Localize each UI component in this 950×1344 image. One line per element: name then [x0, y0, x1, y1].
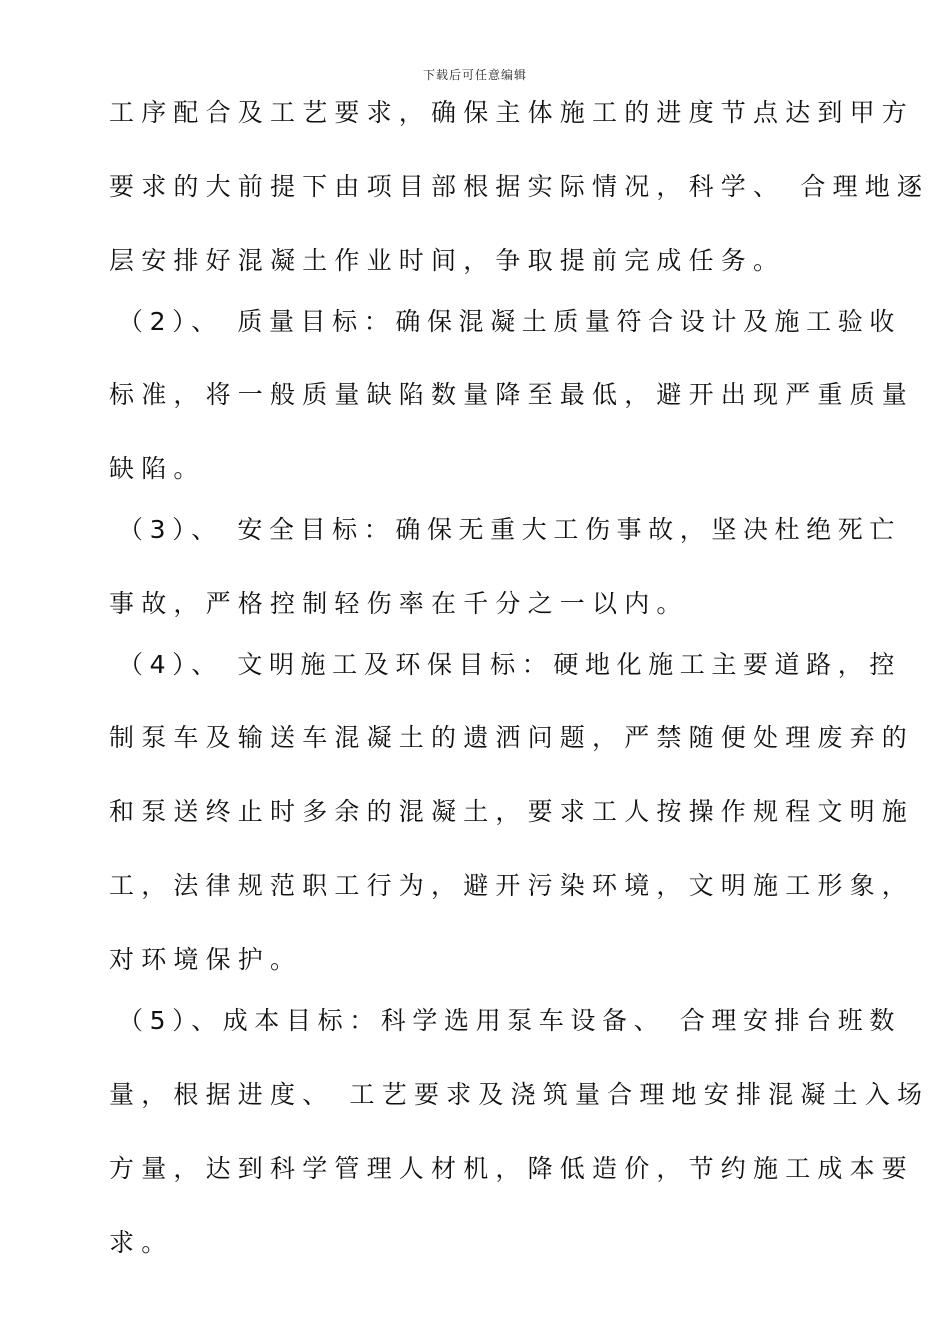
text-line: 缺陷。: [109, 454, 206, 483]
text-line: 工序配合及工艺要求，确保主体施工的进度节点达到甲方: [109, 98, 915, 127]
text-line: 层安排好混凝土作业时间，争取提前完成任务。: [109, 246, 786, 275]
text-line: 制泵车及输送车混凝土的遗洒问题，严禁随便处理废弃的: [109, 723, 915, 752]
text-line: （5）、成本目标：科学选用泵车设备、 合理安排台班数: [118, 1006, 901, 1035]
text-line: 要求的大前提下由项目部根据实际情况，科学、 合理地逐: [109, 172, 930, 201]
page-header: 下载后可任意编辑: [422, 68, 527, 82]
text-line: 事故，严格控制轻伤率在千分之一以内。: [109, 589, 689, 618]
text-line: 求。: [109, 1228, 174, 1257]
text-line: 对环境保护。: [109, 945, 303, 974]
text-line: 工，法律规范职工行为，避开污染环境，文明施工形象，: [109, 871, 915, 900]
text-line: 标准，将一般质量缺陷数量降至最低，避开出现严重质量: [109, 380, 915, 409]
text-line: 量，根据进度、 工艺要求及浇筑量合理地安排混凝土入场: [109, 1080, 930, 1109]
text-line: 方量，达到科学管理人材机，降低造价，节约施工成本要: [109, 1154, 915, 1183]
text-line: （2）、 质量目标：确保混凝土质量符合设计及施工验收: [118, 307, 901, 336]
text-line: （3）、 安全目标：确保无重大工伤事故，坚决杜绝死亡: [118, 515, 901, 544]
text-line: 和泵送终止时多余的混凝土，要求工人按操作规程文明施: [109, 797, 915, 826]
text-line: （4）、 文明施工及环保目标：硬地化施工主要道路，控: [118, 650, 901, 679]
